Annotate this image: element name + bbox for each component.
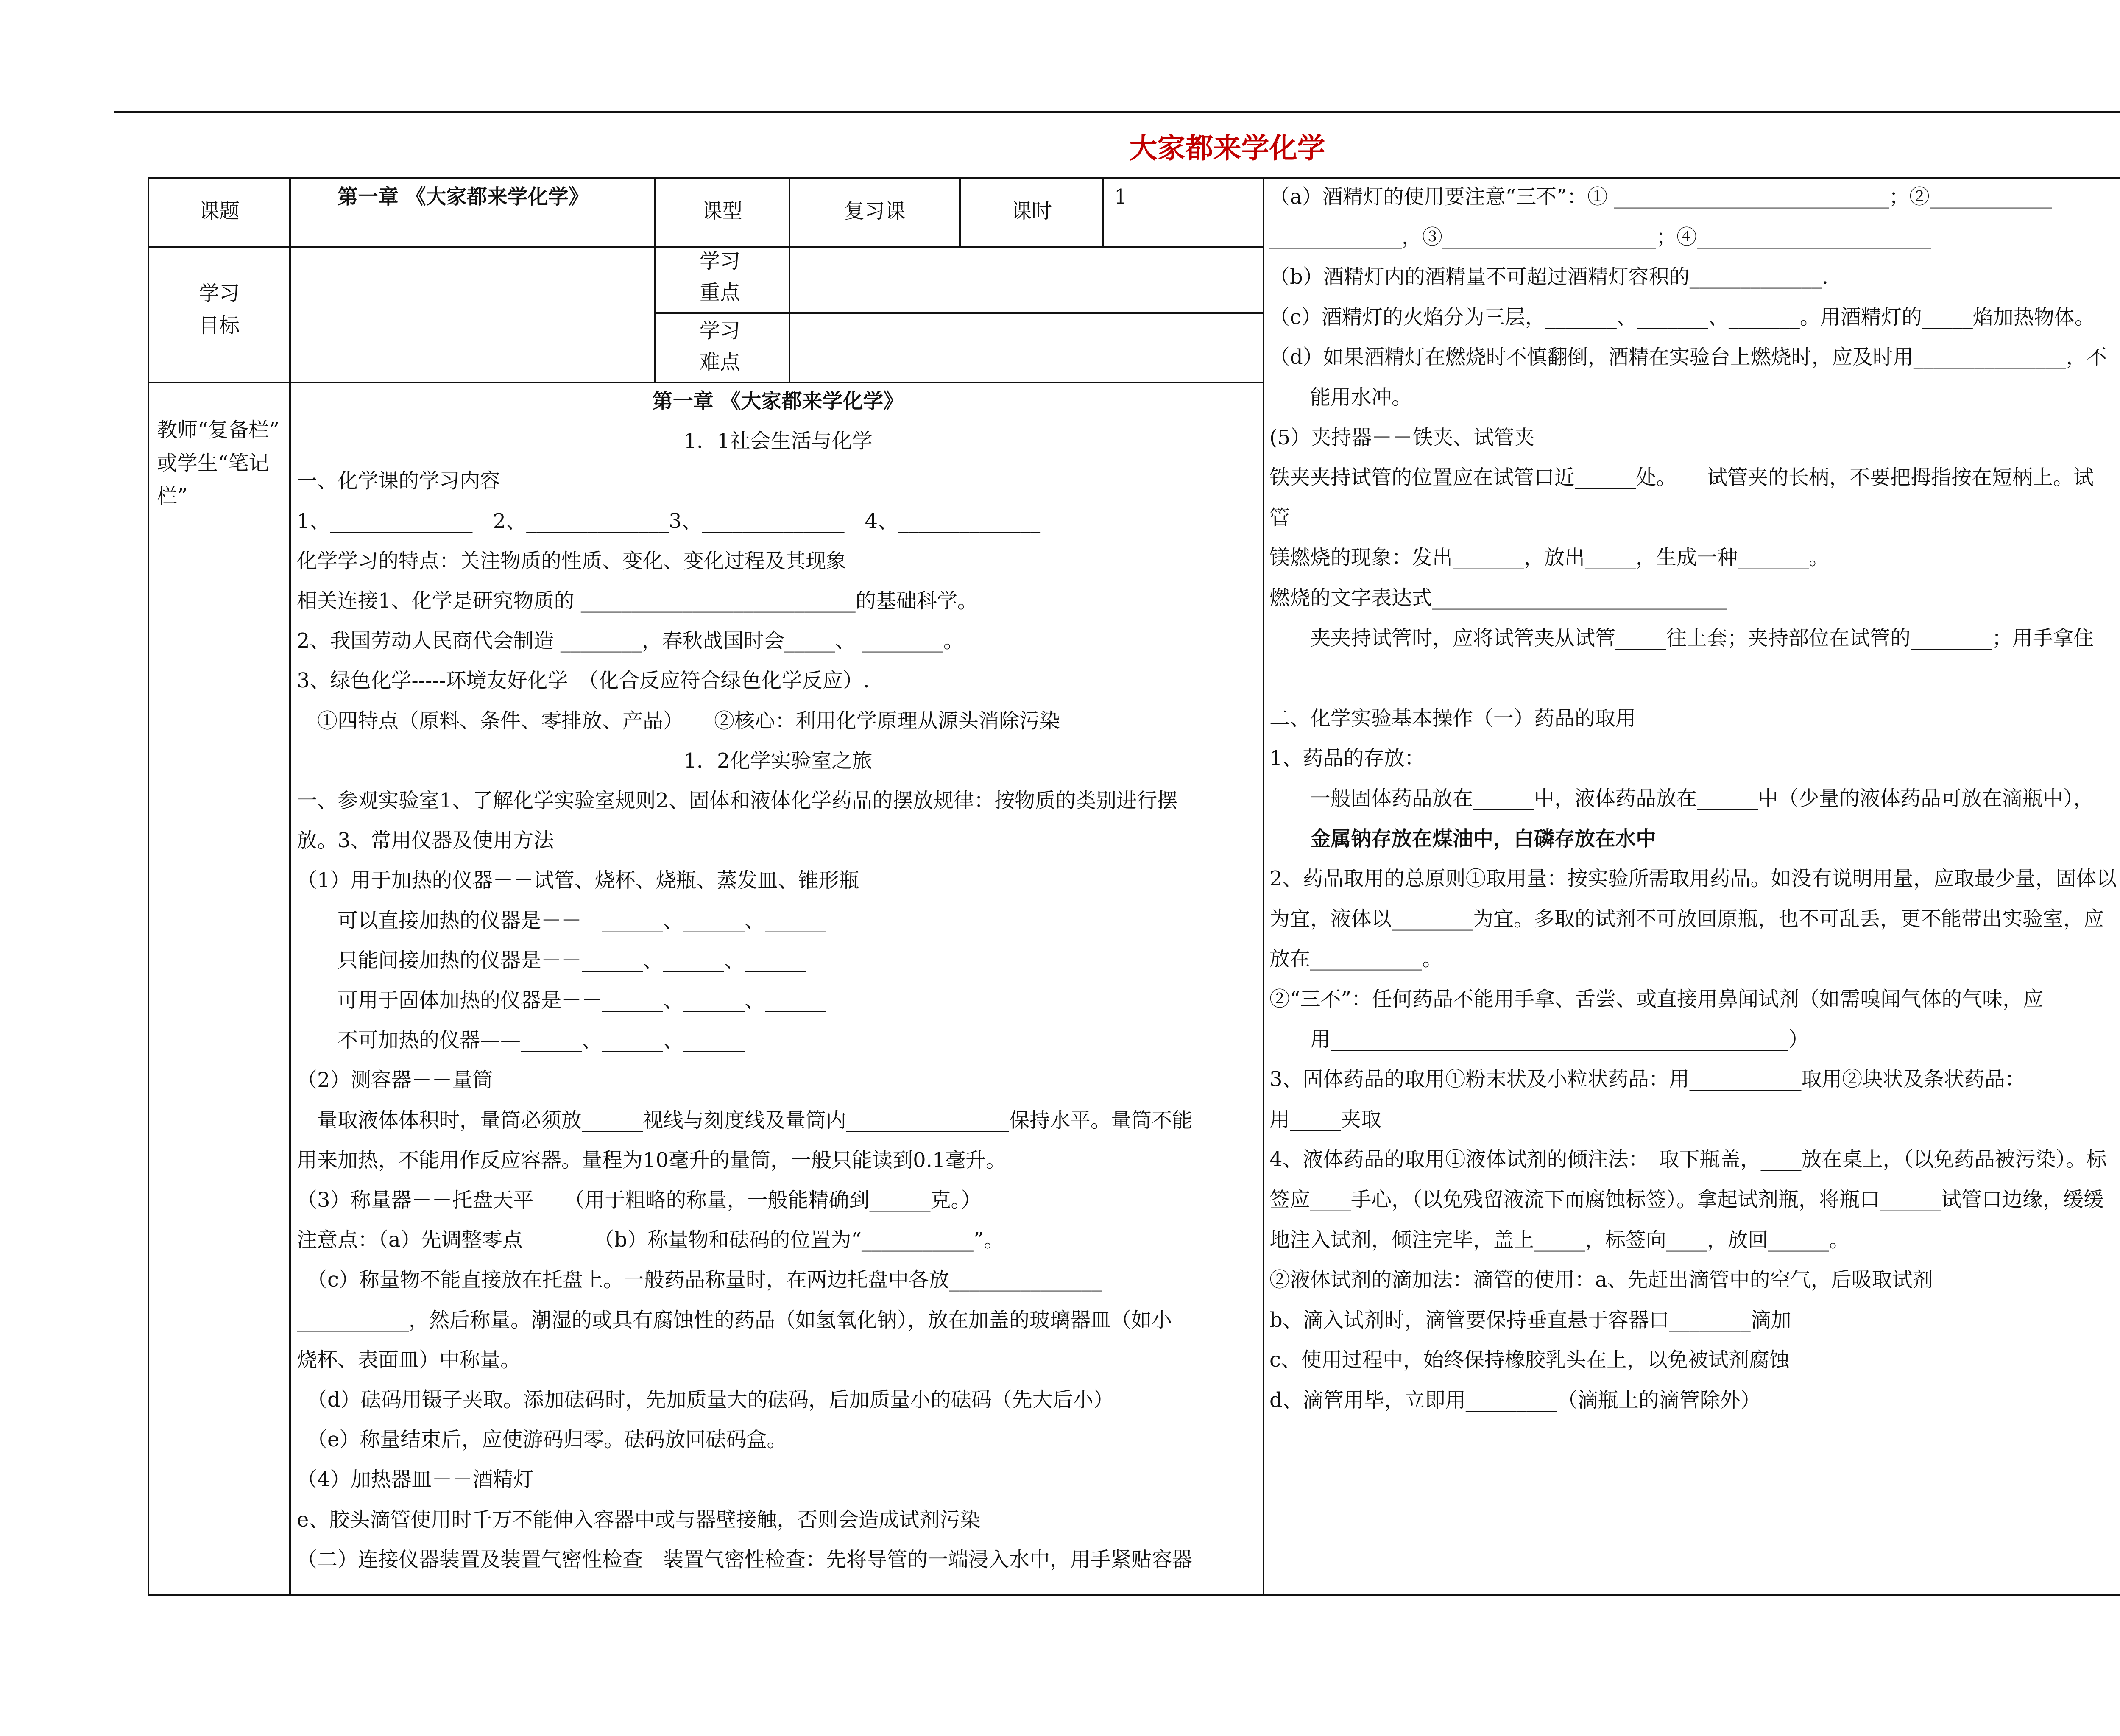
text-line: 一、参观实验室1、了解化学实验室规则2、固体和液体化学药品的摆放规律：按物质的类别进行摆 bbox=[297, 789, 1178, 812]
text-line: 相关连接1、化学是研究物质的 ___________________________的基础科学。 bbox=[297, 589, 978, 613]
right-content-column bbox=[1269, 185, 2120, 1588]
table-left-border bbox=[148, 177, 149, 1596]
text-line: 化学学习的特点：关注物质的性质、变化、变化过程及其现象 bbox=[297, 549, 847, 573]
text-line: （3）称量器－－托盘天平 （用于粗略的称量，一般能精确到______克。） bbox=[297, 1188, 982, 1212]
text-line: ①四特点（原料、条件、零排放、产品） ②核心：利用化学原理从源头消除污染 bbox=[297, 709, 1060, 733]
text-line: 燃烧的文字表达式_____________________________ bbox=[1269, 586, 1728, 610]
text-line: （b）酒精灯内的酒精量不可超过酒精灯容积的_____________. bbox=[1269, 265, 1828, 289]
notes-column-label-2: 或学生“笔记 bbox=[157, 451, 269, 475]
text-line: 能用水冲。 bbox=[1269, 385, 1412, 409]
text-line: 放在___________。 bbox=[1269, 947, 1443, 971]
topic-value: 第一章 《大家都来学化学》 bbox=[338, 185, 589, 209]
text-line: （二）连接仪器装置及装置气密性检查 装置气密性检查：先将导管的一端浸入水中，用手紧贴容器 bbox=[297, 1547, 1193, 1571]
page-title: 大家都来学化学 bbox=[1129, 132, 1325, 165]
notes-column-label-1: 教师“复备栏” bbox=[157, 418, 280, 442]
text-line: 2、药品取用的总原则①取用量：按实验所需取用药品。如没有说明用量，应取最少量，固体以 bbox=[1269, 867, 2117, 891]
text-line: 只能间接加热的仪器是－－______、______、______ bbox=[297, 948, 806, 972]
header-bottom-divider bbox=[148, 382, 1264, 383]
text-line: （4）加热器皿－－酒精灯 bbox=[297, 1468, 534, 1492]
left-content-column bbox=[297, 389, 1259, 1589]
type-label: 课型 bbox=[701, 199, 742, 223]
text-line: 夹夹持试管时，应将试管夹从试管_____往上套；夹持部位在试管的________；用手拿住 bbox=[1269, 626, 2094, 650]
text-line: 4、液体药品的取用①液体试剂的倾注法： 取下瓶盖，____放在桌上，（以免药品被污染）。标 bbox=[1269, 1147, 2107, 1172]
focus-difficulty-divider bbox=[654, 312, 1264, 314]
goals-label-line-2: 目标 bbox=[198, 314, 240, 338]
text-line: 管 bbox=[1269, 505, 1290, 530]
text-line: 3、固体药品的取用①粉末状及小粒状药品：用___________取用②块状及条状药品： bbox=[1269, 1067, 2025, 1091]
text-line: 用_____________________________________________） bbox=[1269, 1027, 1809, 1051]
text-line: 不可加热的仪器——______、______、______ bbox=[297, 1028, 745, 1052]
text-line: 用_____夹取 bbox=[1269, 1107, 1382, 1131]
text-line: 一、化学课的学习内容 bbox=[297, 469, 501, 493]
text-line: ___________，然后称量。潮湿的或具有腐蚀性的药品（如氢氧化钠），放在加盖的玻璃器皿（如小 bbox=[297, 1308, 1172, 1332]
difficulty-label-line-1: 学习 bbox=[700, 319, 741, 343]
table-bottom-border bbox=[148, 1594, 2120, 1596]
text-line: 3、绿色化学-----环境友好化学 （化合反应符合绿色化学反应）. bbox=[297, 669, 870, 693]
text-line: （d）如果酒精灯在燃烧时不慎翻倒，酒精在实验台上燃烧时，应及时用_______________，不 bbox=[1269, 345, 2107, 369]
text-line: (5）夹持器－－铁夹、试管夹 bbox=[1269, 425, 1535, 449]
topic-label: 课题 bbox=[198, 199, 240, 223]
text-line: 地注入试剂，倾注完毕，盖上_____，标签向____，放回______。 bbox=[1269, 1228, 1850, 1252]
hours-value: 1 bbox=[1114, 185, 1127, 209]
text-line: 一般固体药品放在______中，液体药品放在______中（少量的液体药品可放在滴瓶中）， bbox=[1269, 787, 2094, 810]
text-line: 签应____手心，（以免残留液流下而腐蚀标签）。拿起试剂瓶，将瓶口______试管口边缘，缓缓 bbox=[1269, 1188, 2104, 1211]
text-line: 金属钠存放在煤油中，白磷存放在水中 bbox=[1269, 826, 1657, 851]
top-rule bbox=[114, 111, 2120, 113]
text-line: 量取液体体积时，量筒必须放______视线与刻度线及量筒内________________保持水平。量筒不能 bbox=[297, 1108, 1193, 1132]
table-top-border bbox=[148, 177, 2120, 179]
text-line: 镁燃烧的现象：发出_______，放出_____，生成一种_______。 bbox=[1269, 546, 1830, 570]
text-line: 1、______________ 2、______________3、______________ 4、______________ bbox=[297, 509, 1041, 533]
header-col-4 bbox=[1102, 177, 1104, 248]
focus-label-line-1: 学习 bbox=[700, 249, 741, 273]
text-line: 2、我国劳动人民商代会制造 ________，春秋战国时会_____、 ________。 bbox=[297, 629, 964, 653]
focus-label-line-2: 重点 bbox=[700, 281, 741, 304]
text-line: （c）酒精灯的火焰分为三层，_______、_______、_______。用酒精灯的_____焰加热物体。 bbox=[1269, 305, 2095, 329]
text-line: ②“三不”：任何药品不能用手拿、舌尝、或直接用鼻闻试剂（如需嗅闻气体的气味，应 bbox=[1269, 987, 2044, 1011]
text-line: b、滴入试剂时，滴管要保持垂直悬于容器口________滴加 bbox=[1269, 1308, 1791, 1332]
col-divider-left bbox=[289, 177, 291, 1596]
text-line: 可以直接加热的仪器是－－ ______、______、______ bbox=[297, 908, 826, 932]
hours-label: 课时 bbox=[1011, 199, 1052, 223]
text-line: （c）称量物不能直接放在托盘上。一般药品称量时，在两边托盘中各放_______________ bbox=[297, 1268, 1102, 1292]
text-line: 1．2化学实验室之旅 bbox=[683, 748, 873, 773]
type-value: 复习课 bbox=[844, 199, 905, 223]
goals-label-line-1: 学习 bbox=[198, 282, 240, 305]
header-row-divider bbox=[148, 246, 1264, 248]
text-line: 可用于固体加热的仪器是－－______、______、______ bbox=[297, 988, 826, 1012]
text-line: （e）称量结束后，应使游码归零。砝码放回砝码盒。 bbox=[297, 1428, 787, 1452]
text-line: 烧杯、表面皿）中称量。 bbox=[297, 1348, 521, 1372]
text-line: （a）酒精灯的使用要注意“三不”：① ___________________________；②____________ bbox=[1269, 185, 2052, 209]
text-line: 第一章 《大家都来学化学》 bbox=[652, 389, 904, 413]
text-line: （d）砝码用镊子夹取。添加砝码时，先加质量大的砝码，后加质量小的砝码（先大后小） bbox=[297, 1388, 1114, 1412]
text-line: （2）测容器－－量筒 bbox=[297, 1068, 493, 1092]
text-line: 铁夹夹持试管的位置应在试管口近______处。 试管夹的长柄，不要把拇指按在短柄上。试 bbox=[1269, 466, 2094, 490]
difficulty-label-line-2: 难点 bbox=[700, 350, 741, 374]
text-line: _____________，③_____________________；④_______________________ bbox=[1269, 225, 1931, 249]
notes-column-label-3: 栏” bbox=[157, 484, 188, 508]
text-line: d、滴管用毕，立即用_________（滴瓶上的滴管除外） bbox=[1269, 1388, 1761, 1412]
text-line: （1）用于加热的仪器－－试管、烧杯、烧瓶、蒸发皿、锥形瓶 bbox=[297, 868, 859, 893]
text-line: 1．1社会生活与化学 bbox=[683, 429, 873, 453]
text-line: 二、化学实验基本操作（一）药品的取用 bbox=[1269, 706, 1636, 730]
text-line: 用来加热，不能用作反应容器。量程为10毫升的量筒，一般只能读到0.1毫升。 bbox=[297, 1148, 1007, 1172]
text-line: c、使用过程中，始终保持橡胶乳头在上，以免被试剂腐蚀 bbox=[1269, 1348, 1790, 1372]
text-line: 为宜，液体以________为宜。多取的试剂不可放回原瓶，也不可乱丢，更不能带出实验室，应 bbox=[1269, 907, 2104, 931]
text-line: e、胶头滴管使用时千万不能伸入容器中或与器壁接触，否则会造成试剂污染 bbox=[297, 1507, 981, 1532]
text-line: ②液体试剂的滴加法：滴管的使用：a、先赶出滴管中的空气，后吸取试剂 bbox=[1269, 1268, 1933, 1292]
col-divider-middle bbox=[1263, 177, 1264, 1596]
text-line: 注意点：（a）先调整零点 （b）称量物和砝码的位置为“___________”。 bbox=[297, 1228, 1004, 1252]
text-line: 放。3、常用仪器及使用方法 bbox=[297, 829, 554, 853]
text-line: 1、药品的存放： bbox=[1269, 746, 1425, 770]
